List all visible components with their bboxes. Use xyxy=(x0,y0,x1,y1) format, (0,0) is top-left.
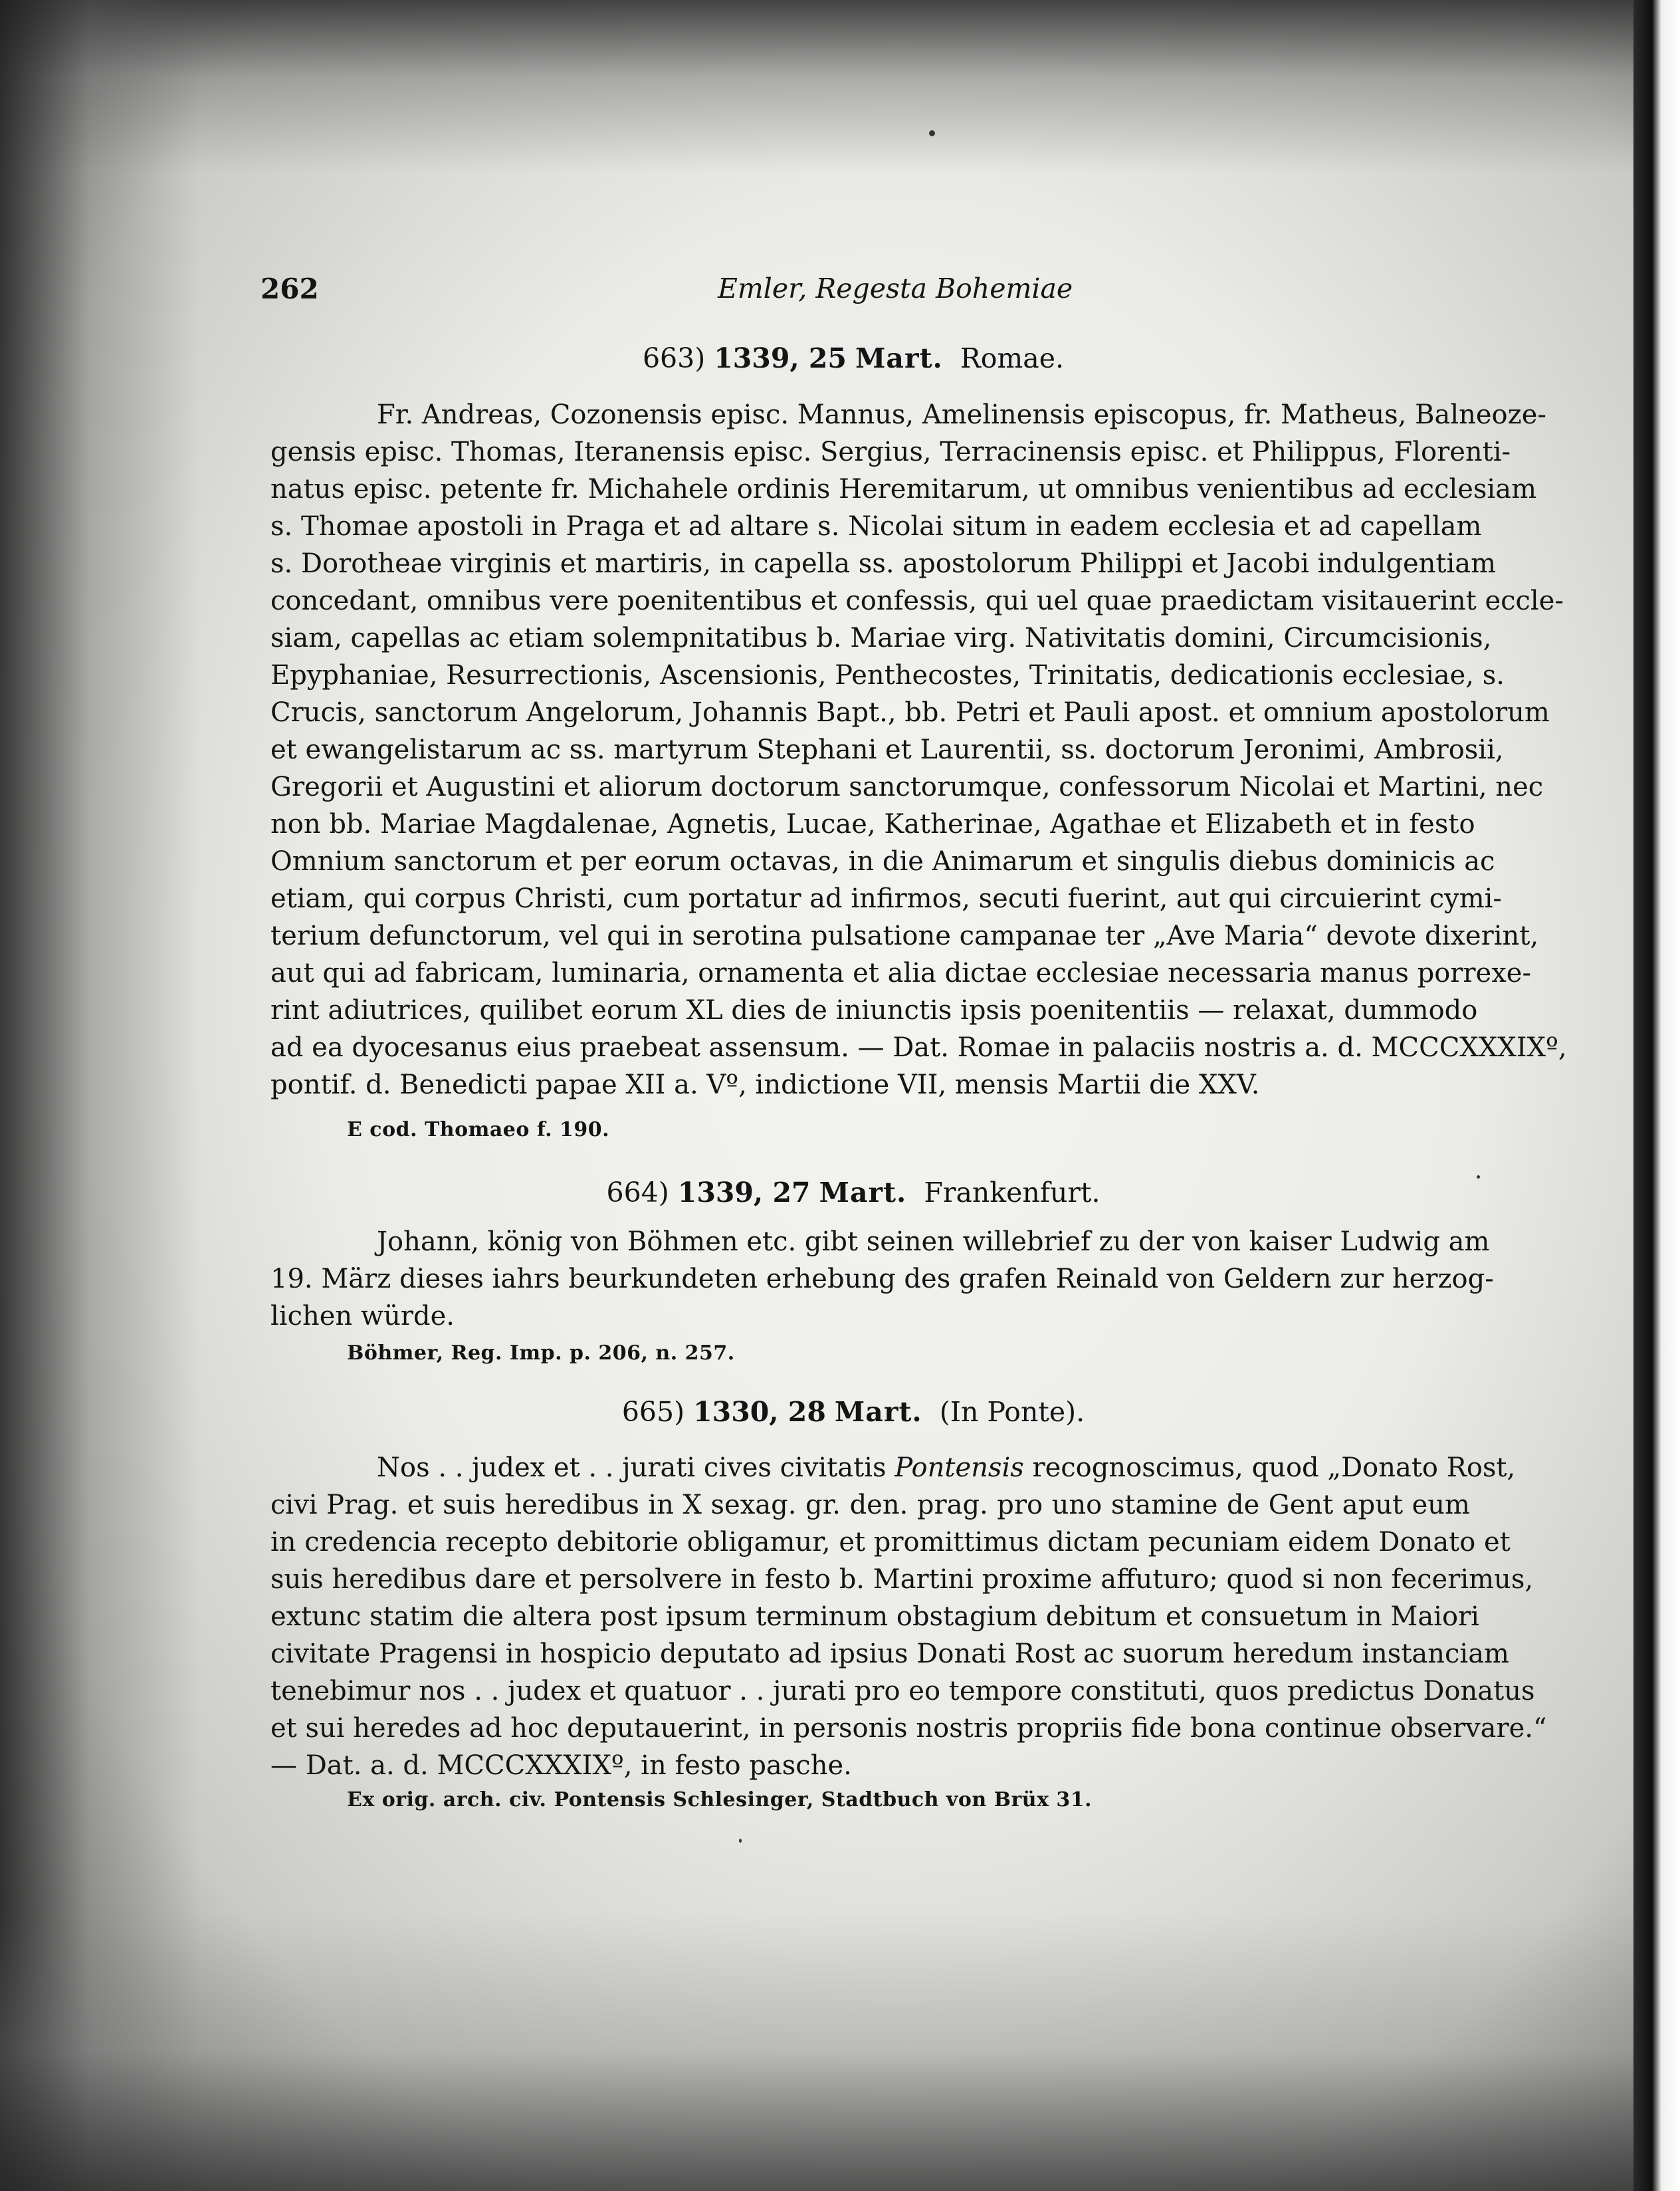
entry-month: Mart. xyxy=(834,1396,922,1428)
entry-line: in credencia recepto debitorie obligamur, et promittimus dictam pecuniam eidem Donato et xyxy=(270,1527,1511,1557)
scan-shadow-left xyxy=(0,0,199,2191)
scan-shadow-bottom xyxy=(0,1912,1633,2191)
scan-shadow-top xyxy=(0,0,1633,173)
entry-line: terium defunctorum, vel qui in serotina pulsatione campanae ter „Ave Maria“ devote dixerint, xyxy=(270,921,1539,951)
entry-line: civitate Pragensi in hospicio deputato ad ipsius Donati Rost ac suorum heredum instanciam xyxy=(270,1639,1509,1669)
entry-place: Frankenfurt. xyxy=(924,1177,1101,1209)
entry-line: Gregorii et Augustini et aliorum doctorum sanctorumque, confessorum Nicolai et Martini, nec xyxy=(270,772,1544,802)
entry-line: — Dat. a. d. MCCCXXXIXº, in festo pasche. xyxy=(270,1750,852,1781)
entry-line: et sui heredes ad hoc deputauerint, in personis nostris propriis fide bona continue observare.“ xyxy=(270,1713,1547,1744)
entry-line: 19. März dieses iahrs beurkundeten erhebung des grafen Reinald von Geldern zur herzog- xyxy=(270,1264,1494,1294)
entry-place: (In Ponte). xyxy=(939,1396,1085,1428)
entry-body xyxy=(270,396,1567,1103)
entry-line: natus episc. petente fr. Michahele ordinis Heremitarum, ut omnibus venientibus ad ecclesiam xyxy=(270,474,1536,505)
entry-line: siam, capellas ac etiam solempnitatibus b. Mariae virg. Nativitatis domini, Circumcisionis, xyxy=(270,623,1492,653)
entry-line: civi Prag. et suis heredibus in X sexag. gr. den. prag. pro uno stamine de Gent aput eum xyxy=(270,1490,1470,1520)
page-number: 262 xyxy=(261,273,319,305)
entry-line-part: Nos . . judex et . . jurati cives civitatis xyxy=(377,1452,895,1483)
entry-line: lichen würde. xyxy=(270,1301,455,1331)
entry-line xyxy=(270,1449,1516,1486)
entry-month: Mart. xyxy=(819,1177,907,1209)
entry-line: Fr. Andreas, Cozonensis episc. Mannus, Amelinensis episcopus, fr. Matheus, Balneoze- xyxy=(377,400,1546,430)
entry-line: etiam, qui corpus Christi, cum portatur ad infirmos, secuti fuerint, aut qui circuierint cymi- xyxy=(270,883,1502,914)
entry-line: tenebimur nos . . judex et quatuor . . jurati pro eo tempore constituti, quos predictus Donatus xyxy=(270,1676,1535,1706)
entry-line: et ewangelistarum ac ss. martyrum Stephani et Laurentii, ss. doctorum Jeronimi, Ambrosii, xyxy=(270,735,1504,765)
entry-line-italic: Pontensis xyxy=(894,1452,1024,1483)
entry-line: extunc statim die altera post ipsum terminum obstagium debitum et consuetum in Maiori xyxy=(270,1601,1479,1632)
entry-line: suis heredibus dare et persolvere in festo b. Martini proxime affuturo; quod si non fecerimus, xyxy=(270,1564,1534,1595)
entry-heading xyxy=(0,342,1633,374)
running-title: Emler, Regesta Bohemiae xyxy=(718,273,1073,304)
entry-source: Böhmer, Reg. Imp. p. 206, n. 257. xyxy=(347,1341,735,1365)
entry-body xyxy=(270,1449,1547,1784)
entry-heading xyxy=(0,1396,1633,1428)
entry-source: Ex orig. arch. civ. Pontensis Schlesinger, Stadtbuch von Brüx 31. xyxy=(347,1788,1093,1811)
entry-date: 1330, 28 xyxy=(693,1396,826,1428)
entry-line: concedant, omnibus vere poenitentibus et confessis, qui uel quae praedictam visitauerint eccle- xyxy=(270,586,1564,616)
entry-line: pontif. d. Benedicti papae XII a. Vº, indictione VII, mensis Martii die XXV. xyxy=(270,1070,1260,1100)
entry-line: s. Thomae apostoli in Praga et ad altare s. Nicolai situm in eadem ecclesia et ad capellam xyxy=(270,511,1482,542)
entry-date: 1339, 27 xyxy=(677,1177,811,1209)
entry-line: Crucis, sanctorum Angelorum, Johannis Bapt., bb. Petri et Pauli apost. et omnium apostolorum xyxy=(270,697,1550,728)
entry-number: 663) xyxy=(642,342,706,374)
entry-line: Epyphaniae, Resurrectionis, Ascensionis, Penthecostes, Trinitatis, dedicationis ecclesiae, s. xyxy=(270,660,1505,691)
scan-speck xyxy=(929,130,935,136)
entry-line-part: recognoscimus, quod „Donato Rost, xyxy=(1023,1452,1516,1483)
entry-source: E cod. Thomaeo f. 190. xyxy=(347,1118,610,1141)
entry-line: s. Dorotheae virginis et martiris, in capella ss. apostolorum Philippi et Jacobi indulgentiam xyxy=(270,548,1497,579)
entry-heading xyxy=(0,1177,1633,1209)
page-edge xyxy=(1633,0,1680,2191)
entry-line: Omnium sanctorum et per eorum octavas, in die Animarum et singulis diebus dominicis ac xyxy=(270,846,1495,877)
entry-body xyxy=(270,1223,1494,1335)
entry-line: aut qui ad fabricam, luminaria, ornamenta et alia dictae ecclesiae necessaria manus porrexe- xyxy=(270,958,1531,988)
entry-number: 665) xyxy=(621,1396,685,1428)
entry-line: Johann, könig von Böhmen etc. gibt seinen willebrief zu der von kaiser Ludwig am xyxy=(377,1226,1490,1257)
entry-line: ad ea dyocesanus eius praebeat assensum. — Dat. Romae in palaciis nostris a. d. MCCCXXXIXº, xyxy=(270,1032,1567,1063)
entry-place: Romae. xyxy=(960,342,1065,374)
entry-date: 1339, 25 xyxy=(714,342,847,374)
entry-number: 664) xyxy=(606,1177,669,1209)
scan-speck xyxy=(739,1839,742,1843)
entry-line: rint adiutrices, quilibet eorum XL dies de iniunctis ipsis poenitentiis — relaxat, dummodo xyxy=(270,995,1478,1026)
entry-line: gensis episc. Thomas, Iteranensis episc. Sergius, Terracinensis episc. et Philippus, Florenti- xyxy=(270,437,1511,467)
entry-month: Mart. xyxy=(855,342,943,374)
entry-line: non bb. Mariae Magdalenae, Agnetis, Lucae, Katherinae, Agathae et Elizabeth et in festo xyxy=(270,809,1475,840)
